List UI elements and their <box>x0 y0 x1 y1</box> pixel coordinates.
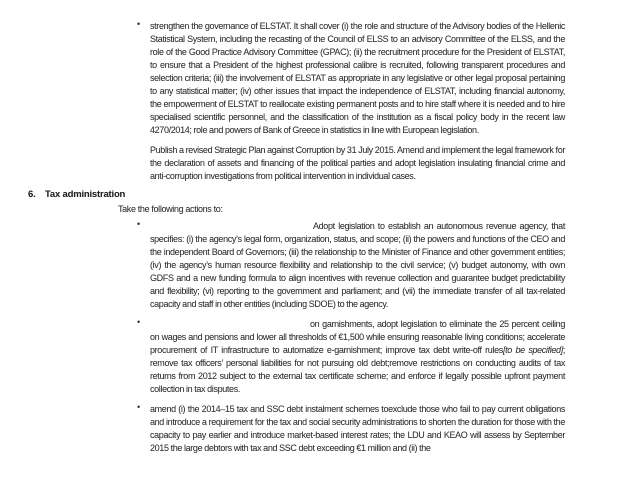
list-item-instalment-schemes <box>137 402 565 455</box>
section-number: 6. <box>28 189 36 200</box>
section-intro-line: Take the following actions to: <box>118 204 223 214</box>
bullet-icon: • <box>137 219 141 229</box>
list-item-revenue-agency <box>137 219 565 311</box>
revenue-agency-text: Adopt legislation to establish an autonomous revenue agency, that specifies: (i) the agency’s legal form, organization, status, and scope; (ii) the powers and functions of the CEO and the independent Board of Governors; (iii) the relationship to the Minister of Finance and other government entities; (iv) the agency’s human resource flexibility and relationship to the civil service; (v) budget autonomy, with own GDFS and a new funding formula to align incentives with revenue collection and guarantee budget predictability and flexibility; (vi) reporting to the government and parliament; and (vii) the immediate transfer of all tax-related capacity and staff in other entities (including SDOE) to the agency. <box>150 221 565 309</box>
garnishments-text-italic: [to be specified] <box>502 345 563 355</box>
bullet-icon: • <box>137 317 141 327</box>
list-item-elstat-governance <box>137 19 565 137</box>
section-title: Tax administration <box>45 189 126 200</box>
garnishments-text-post: ; remove tax officers’ personal liabilities for not pursuing old debt;remove restrictions on conducting audits of tax returns from 2012 subject to the external tax certificate scheme; and enforce if legally possible upfront payment collection in tax disputes. <box>150 345 565 394</box>
garnishments-text <box>150 318 565 396</box>
section-heading <box>28 188 640 201</box>
anticorruption-paragraph: Publish a revised Strategic Plan against Corruption by 31 July 2015. Amend and implement the legal framework for the declaration of assets and financing of the political parties and adopt legislation insulating financial crime and anti-corruption investigations from political intervention in individual cases. <box>150 145 565 181</box>
bullet-icon: • <box>137 19 141 29</box>
garnishments-text-pre: on garnishments, adopt legislation to eliminate the 25 percent ceiling on wages and pensions and lower all thresholds of €1,500 while ensuring reasonable living conditions; accelerate procurement of IT infrastructure to automatize e-garnishment; improve tax debt write-off rules <box>150 319 565 355</box>
elstat-governance-text: strengthen the governance of ELSTAT. It shall cover (i) the role and structure of the Advisory bodies of the Hellenic Statistical System, including the recasting of the Council of ELSS to an advisory Committee of the ELSS, and the role of the Good Practice Advisory Committee (GPAC); (ii) the recruitment procedure for the President of ELSTAT, to ensure that a President of the highest professional calibre is recruited, following transparent procedures and selection criteria; (iii) the involvement of ELSTAT as appropriate in any legislative or other legal proposal pertaining to any statistical matter; (iv) other issues that impact the independence of ELSTAT, including financial autonomy, the empowerment of ELSTAT to reallocate existing permanent posts and to hire staff where it is needed and to hire specialised scientific personnel, and the classification of the institution as a fiscal policy body in the recent law 4270/2014; role and powers of Bank of Greece in statistics in line with European legislation. <box>150 21 565 135</box>
bullet-icon: • <box>137 402 141 412</box>
list-item-garnishments <box>137 317 565 396</box>
instalment-schemes-text: amend (i) the 2014–15 tax and SSC debt instalment schemes toexclude those who fail to pay current obligations and introduce a requirement for the tax and social security administrations to shorten the duration for those with the capacity to pay earlier and introduce market-based interest rates; the LDU and KEAO will assess by September 2015 the large debtors with tax and SSC debt exceeding €1 million and (ii) the <box>150 404 565 453</box>
